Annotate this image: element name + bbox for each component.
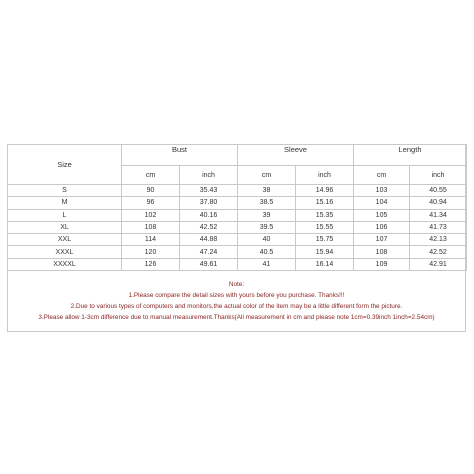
length-cm-cell: 109 — [354, 258, 410, 270]
notes-title: Note: — [228, 281, 245, 288]
length-inch-header: inch — [410, 166, 467, 185]
size-cell: S — [8, 185, 122, 197]
size-cell: XXXL — [8, 246, 122, 258]
size-chart-table — [7, 144, 467, 271]
table-row — [8, 221, 467, 233]
length-inch-cell: 42.52 — [410, 246, 467, 258]
sleeve-cm-cell: 40.5 — [238, 246, 296, 258]
note-line-1: 1.Please compare the detail sizes with yours before you purchase. Thanks!!! — [128, 292, 345, 299]
bust-header: Bust — [122, 145, 238, 166]
table-row — [8, 185, 467, 197]
sleeve-cm-cell: 41 — [238, 258, 296, 270]
sleeve-inch-cell: 16.14 — [296, 258, 354, 270]
bust-inch-cell: 44.88 — [180, 234, 238, 246]
sleeve-inch-cell: 15.35 — [296, 209, 354, 221]
length-header: Length — [354, 145, 467, 166]
sleeve-inch-header: inch — [296, 166, 354, 185]
bust-cm-cell: 126 — [122, 258, 180, 270]
size-header: Size — [8, 145, 122, 185]
sleeve-cm-cell: 39.5 — [238, 221, 296, 233]
length-inch-cell: 41.34 — [410, 209, 467, 221]
sleeve-inch-cell: 14.96 — [296, 185, 354, 197]
sleeve-inch-cell: 15.75 — [296, 234, 354, 246]
bust-inch-cell: 40.16 — [180, 209, 238, 221]
length-cm-cell: 103 — [354, 185, 410, 197]
bust-inch-header: inch — [180, 166, 238, 185]
bust-cm-cell: 96 — [122, 197, 180, 209]
bust-cm-header: cm — [122, 166, 180, 185]
length-cm-cell: 106 — [354, 221, 410, 233]
sleeve-cm-cell: 38.5 — [238, 197, 296, 209]
length-inch-cell: 42.91 — [410, 258, 467, 270]
note-line-2: 2.Due to various types of computers and monitors,the actual color of the item may be a little different form the picture. — [70, 303, 403, 310]
bust-cm-cell: 102 — [122, 209, 180, 221]
notes-section — [7, 279, 466, 323]
size-cell: M — [8, 197, 122, 209]
length-cm-header: cm — [354, 166, 410, 185]
length-cm-cell: 107 — [354, 234, 410, 246]
bust-inch-cell: 37.80 — [180, 197, 238, 209]
table-row — [8, 197, 467, 209]
bust-cm-cell: 120 — [122, 246, 180, 258]
length-inch-cell: 40.55 — [410, 185, 467, 197]
bust-inch-cell: 42.52 — [180, 221, 238, 233]
bust-cm-cell: 90 — [122, 185, 180, 197]
sleeve-header: Sleeve — [238, 145, 354, 166]
length-cm-cell: 105 — [354, 209, 410, 221]
sleeve-cm-cell: 39 — [238, 209, 296, 221]
table-row — [8, 234, 467, 246]
length-cm-cell: 108 — [354, 246, 410, 258]
bust-cm-cell: 114 — [122, 234, 180, 246]
length-inch-cell: 40.94 — [410, 197, 467, 209]
length-cm-cell: 104 — [354, 197, 410, 209]
size-cell: XL — [8, 221, 122, 233]
table-row — [8, 209, 467, 221]
sleeve-inch-cell: 15.16 — [296, 197, 354, 209]
table-row — [8, 258, 467, 270]
sleeve-cm-cell: 40 — [238, 234, 296, 246]
table-row — [8, 246, 467, 258]
sleeve-cm-header: cm — [238, 166, 296, 185]
sleeve-cm-cell: 38 — [238, 185, 296, 197]
sleeve-inch-cell: 15.94 — [296, 246, 354, 258]
bust-inch-cell: 49.61 — [180, 258, 238, 270]
size-cell: XXL — [8, 234, 122, 246]
length-inch-cell: 42.13 — [410, 234, 467, 246]
note-line-3: 3.Please allow 1-3cm difference due to manual measurement.Thanks(All measurement in cm and please note 1cm=0.39inch 1inch=2.54cm) — [38, 314, 435, 321]
size-cell: L — [8, 209, 122, 221]
size-table-body — [8, 185, 467, 271]
length-inch-cell: 41.73 — [410, 221, 467, 233]
bust-cm-cell: 108 — [122, 221, 180, 233]
bust-inch-cell: 35.43 — [180, 185, 238, 197]
size-cell: XXXXL — [8, 258, 122, 270]
bust-inch-cell: 47.24 — [180, 246, 238, 258]
sleeve-inch-cell: 15.55 — [296, 221, 354, 233]
